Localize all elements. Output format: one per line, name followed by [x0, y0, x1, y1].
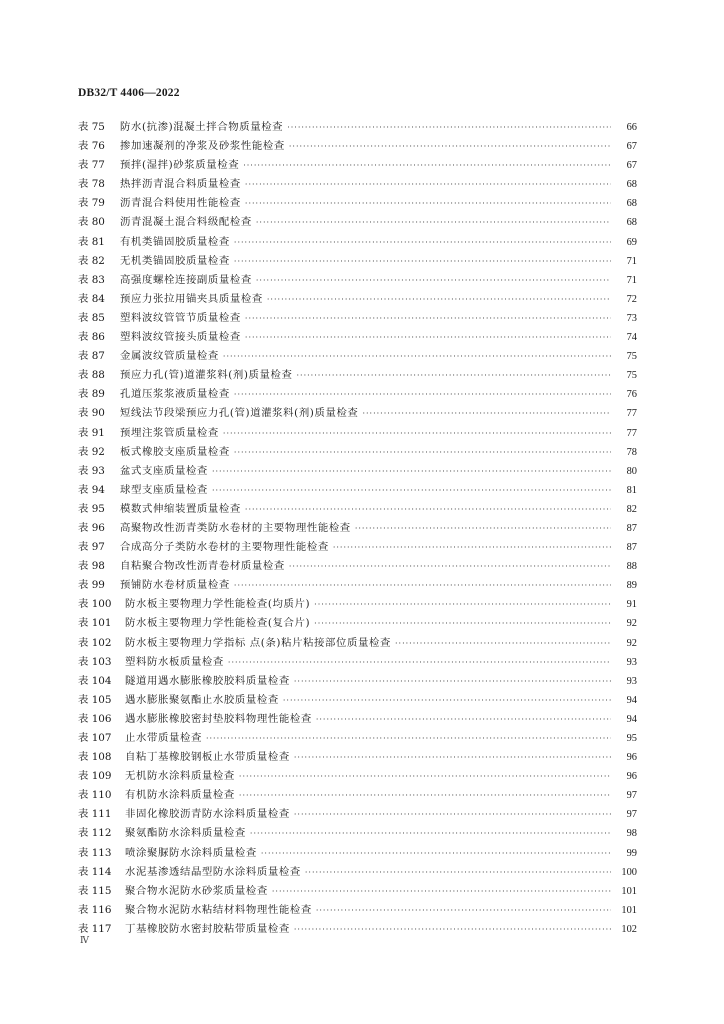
toc-entry-title: 短线法节段梁预应力孔(管)道灌浆料(剂)质量检查	[120, 407, 359, 420]
toc-entry[interactable]	[78, 882, 637, 901]
toc-entry-title: 高聚物改性沥青类防水卷材的主要物理性能检查	[120, 521, 351, 534]
toc-entry-page: 68	[626, 198, 637, 210]
toc-entry-label: 表 111	[78, 808, 112, 821]
toc-entry-title: 预拌(湿拌)砂浆质量检查	[120, 159, 240, 172]
toc-entry-label: 表 93	[78, 464, 105, 477]
toc-dot-leader	[296, 366, 611, 385]
toc-entry-label: 表 97	[78, 541, 105, 554]
toc-entry-page: 77	[626, 408, 637, 420]
toc-dot-leader	[314, 614, 611, 633]
toc-entry-title: 聚合物水泥防水粘结材料物理性能检查	[125, 903, 312, 916]
toc-dot-leader	[234, 443, 611, 462]
toc-entry-label: 表 101	[78, 617, 112, 630]
toc-entry-page: 99	[626, 847, 637, 859]
toc-entry-page: 78	[626, 446, 637, 458]
toc-entry[interactable]	[78, 290, 637, 309]
toc-entry-title: 预铺防水卷材质量检查	[120, 579, 230, 592]
toc-dot-leader	[212, 462, 611, 481]
toc-entry[interactable]	[78, 748, 637, 767]
toc-entry-page: 92	[626, 637, 637, 649]
toc-entry-page: 72	[626, 293, 637, 305]
toc-entry[interactable]	[78, 404, 637, 423]
toc-entry-title: 热拌沥青混合料质量检查	[120, 178, 241, 191]
toc-entry-page: 68	[626, 179, 637, 191]
toc-dot-leader	[287, 118, 611, 137]
toc-entry-page: 68	[626, 217, 637, 229]
toc-entry-page: 96	[626, 771, 637, 783]
toc-entry-label: 表 87	[78, 350, 105, 363]
toc-entry-title: 预应力孔(管)道灌浆料(剂)质量检查	[120, 369, 293, 382]
toc-entry-title: 防水板主要物理力学性能检查(均质片)	[125, 598, 311, 611]
toc-dot-leader	[333, 538, 611, 557]
toc-dot-leader	[223, 347, 611, 366]
toc-entry[interactable]	[78, 328, 637, 347]
toc-entry-page: 87	[626, 522, 637, 534]
toc-entry-label: 表 100	[78, 598, 112, 611]
toc-entry-title: 塑料波纹管管节质量检查	[120, 311, 241, 324]
toc-entry-title: 聚合物水泥防水砂浆质量检查	[125, 884, 268, 897]
toc-entry-page: 100	[621, 866, 637, 878]
toc-dot-leader	[223, 424, 611, 443]
toc-entry-label: 表 88	[78, 369, 105, 382]
toc-dot-leader	[239, 786, 611, 805]
toc-entry-label: 表 103	[78, 655, 112, 668]
toc-entry-title: 沥青混凝土混合料级配检查	[120, 216, 252, 229]
toc-entry[interactable]	[78, 691, 637, 710]
toc-dot-leader	[243, 156, 611, 175]
toc-entry-label: 表 99	[78, 579, 105, 592]
toc-entry-page: 80	[626, 465, 637, 477]
toc-entry-label: 表 91	[78, 426, 105, 439]
toc-entry-title: 金属波纹管质量检查	[120, 350, 219, 363]
toc-entry-title: 遇水膨胀橡胶密封垫胶料物理性能检查	[125, 712, 312, 725]
toc-entry-label: 表 112	[78, 827, 112, 840]
toc-dot-leader	[239, 767, 611, 786]
toc-entry-label: 表 117	[78, 922, 112, 935]
toc-entry-label: 表 96	[78, 521, 105, 534]
toc-entry-page: 71	[626, 255, 637, 267]
toc-dot-leader	[245, 194, 611, 213]
toc-dot-leader	[316, 710, 611, 729]
toc-entry-title: 有机防水涂料质量检查	[125, 789, 235, 802]
toc-entry[interactable]	[78, 137, 637, 156]
toc-entry-label: 表 77	[78, 159, 105, 172]
toc-entry-title: 合成高分子类防水卷材的主要物理性能检查	[120, 541, 329, 554]
toc-entry-label: 表 85	[78, 311, 105, 324]
toc-dot-leader	[245, 500, 611, 519]
toc-dot-leader	[245, 175, 611, 194]
toc-entry-label: 表 102	[78, 636, 112, 649]
toc-entry[interactable]	[78, 920, 637, 939]
toc-dot-leader	[289, 137, 611, 156]
toc-entry[interactable]	[78, 366, 637, 385]
toc-entry-page: 67	[626, 141, 637, 153]
toc-entry-page: 92	[626, 618, 637, 630]
document-code: DB32/T 4406—2022	[78, 87, 180, 99]
toc-entry-label: 表 98	[78, 560, 105, 573]
toc-entry-title: 无机类锚固胶质量检查	[120, 254, 230, 267]
toc-entry-title: 防水板主要物理力学指标 点(条)粘片粘接部位质量检查	[125, 636, 391, 649]
toc-entry[interactable]	[78, 538, 637, 557]
toc-entry-title: 预埋注浆管质量检查	[120, 426, 219, 439]
toc-entry-page: 69	[626, 236, 637, 248]
toc-dot-leader	[294, 805, 611, 824]
toc-dot-leader	[245, 309, 611, 328]
toc-entry-label: 表 86	[78, 331, 105, 344]
toc-entry-title: 丁基橡胶防水密封胶粘带质量检查	[125, 922, 290, 935]
toc-entry-page: 91	[626, 599, 637, 611]
toc-entry-page: 67	[626, 160, 637, 172]
toc-entry-label: 表 75	[78, 121, 105, 133]
toc-dot-leader	[234, 233, 611, 252]
toc-entry-label: 表 116	[78, 903, 112, 916]
toc-entry-label: 表 92	[78, 445, 105, 458]
toc-entry[interactable]	[78, 194, 637, 213]
toc-entry[interactable]	[78, 614, 637, 633]
toc-entry-label: 表 84	[78, 292, 105, 305]
toc-dot-leader	[272, 882, 611, 901]
toc-entry-page: 81	[626, 484, 637, 496]
toc-entry-label: 表 105	[78, 693, 112, 706]
toc-entry-page: 93	[626, 675, 637, 687]
toc-entry-title: 模数式伸缩装置质量检查	[120, 502, 241, 515]
toc-entry[interactable]	[78, 901, 637, 920]
toc-entry-title: 掺加速凝剂的净浆及砂浆性能检查	[120, 140, 285, 153]
toc-entry-page: 94	[626, 694, 637, 706]
toc-entry[interactable]	[78, 213, 637, 232]
toc-dot-leader	[228, 653, 611, 672]
toc-entry-page: 75	[626, 351, 637, 363]
toc-entry[interactable]	[78, 729, 637, 748]
toc-entry-page: 89	[626, 580, 637, 592]
toc-entry-page: 76	[626, 389, 637, 401]
toc-entry-title: 喷涂聚脲防水涂料质量检查	[125, 846, 257, 859]
toc-dot-leader	[294, 920, 611, 939]
toc-entry-page: 77	[626, 427, 637, 439]
toc-entry-label: 表 110	[78, 789, 112, 802]
toc-entry[interactable]	[78, 118, 637, 137]
toc-entry-label: 表 76	[78, 140, 105, 153]
toc-entry[interactable]	[78, 844, 637, 863]
toc-entry[interactable]	[78, 252, 637, 271]
toc-entry-label: 表 83	[78, 273, 105, 286]
toc-entry-label: 表 108	[78, 751, 112, 764]
toc-entry-title: 孔道压浆浆液质量检查	[120, 388, 230, 401]
toc-entry[interactable]	[78, 156, 637, 175]
toc-dot-leader	[234, 385, 611, 404]
toc-entry-page: 74	[626, 332, 637, 344]
toc-entry-title: 无机防水涂料质量检查	[125, 770, 235, 783]
toc-entry-title: 沥青混合料使用性能检查	[120, 197, 241, 210]
toc-entry-label: 表 80	[78, 216, 105, 229]
toc-dot-leader	[261, 844, 611, 863]
toc-entry[interactable]	[78, 710, 637, 729]
toc-entry-label: 表 79	[78, 197, 105, 210]
toc-entry-page: 71	[626, 274, 637, 286]
toc-entry-page: 75	[626, 370, 637, 382]
toc-entry-page: 94	[626, 713, 637, 725]
toc-entry-title: 塑料波纹管接头质量检查	[120, 331, 241, 344]
toc-entry[interactable]	[78, 634, 637, 653]
toc-entry-page: 93	[626, 656, 637, 668]
toc-entry-page: 82	[626, 503, 637, 515]
toc-entry-page: 87	[626, 542, 637, 554]
toc-entry-label: 表 113	[78, 846, 112, 859]
toc-entry[interactable]	[78, 462, 637, 481]
toc-dot-leader	[316, 901, 611, 920]
toc-entry[interactable]	[78, 443, 637, 462]
toc-entry-page: 95	[626, 733, 637, 744]
toc-entry[interactable]	[78, 653, 637, 672]
toc-entry-title: 聚氨酯防水涂料质量检查	[125, 827, 246, 840]
toc-entry[interactable]	[78, 500, 637, 519]
toc-entry[interactable]	[78, 424, 637, 443]
toc-dot-leader	[206, 729, 611, 748]
toc-entry-label: 表 107	[78, 732, 112, 744]
toc-entry-page: 88	[626, 561, 637, 573]
toc-entry-title: 塑料防水板质量检查	[125, 655, 224, 668]
toc-entry-page: 96	[626, 752, 637, 764]
toc-entry[interactable]	[78, 175, 637, 194]
toc-entry[interactable]	[78, 767, 637, 786]
toc-dot-leader	[212, 481, 611, 500]
toc-dot-leader	[294, 748, 611, 767]
toc-entry-title: 自粘聚合物改性沥青卷材质量检查	[120, 560, 285, 573]
page-number: Ⅳ	[80, 935, 89, 945]
toc-entry-label: 表 94	[78, 483, 105, 496]
toc-entry-title: 高强度螺栓连接副质量检查	[120, 273, 252, 286]
toc-entry-page: 73	[626, 312, 637, 324]
toc-entry[interactable]	[78, 519, 637, 538]
toc-entry[interactable]	[78, 863, 637, 882]
toc-entry-title: 板式橡胶支座质量检查	[120, 445, 230, 458]
toc-dot-leader	[234, 252, 611, 271]
toc-dot-leader	[314, 595, 611, 614]
toc-entry-page: 97	[626, 790, 637, 802]
toc-entry-label: 表 95	[78, 502, 105, 515]
toc-entry-title: 自粘丁基橡胶钢板止水带质量检查	[125, 751, 290, 764]
toc-entry-title: 盆式支座质量检查	[120, 464, 208, 477]
toc-entry-page: 97	[626, 809, 637, 821]
toc-entry-label: 表 82	[78, 254, 105, 267]
toc-entry-title: 防水(抗渗)混凝土拌合物质量检查	[120, 121, 284, 133]
toc-dot-leader	[355, 519, 611, 538]
toc-entry[interactable]	[78, 481, 637, 500]
toc-entry-label: 表 109	[78, 770, 112, 783]
toc-entry-label: 表 89	[78, 388, 105, 401]
toc-entry[interactable]	[78, 309, 637, 328]
toc-dot-leader	[395, 634, 611, 653]
toc-entry-page: 101	[621, 885, 637, 897]
toc-entry-page: 66	[626, 122, 637, 133]
toc-entry-title: 隧道用遇水膨胀橡胶胶料质量检查	[125, 674, 290, 687]
toc-entry-title: 球型支座质量检查	[120, 483, 208, 496]
toc-entry-title: 预应力张拉用锚夹具质量检查	[120, 292, 263, 305]
toc-entry-title: 遇水膨胀聚氨酯止水胶质量检查	[125, 693, 279, 706]
toc-entry-page: 102	[621, 923, 637, 935]
toc-entry-title: 有机类锚固胶质量检查	[120, 235, 230, 248]
toc-entry[interactable]	[78, 672, 637, 691]
toc-entry-label: 表 90	[78, 407, 105, 420]
toc-entry-page: 101	[621, 904, 637, 916]
toc-entry-title: 防水板主要物理力学性能检查(复合片)	[125, 617, 311, 630]
toc-dot-leader	[362, 404, 611, 423]
toc-entry-label: 表 78	[78, 178, 105, 191]
toc-entry[interactable]	[78, 576, 637, 595]
toc-entry[interactable]	[78, 824, 637, 843]
toc-dot-leader	[234, 576, 611, 595]
toc-entry-title: 止水带质量检查	[125, 732, 202, 744]
toc-dot-leader	[256, 213, 611, 232]
toc-entry[interactable]	[78, 786, 637, 805]
toc-entry[interactable]	[78, 557, 637, 576]
toc-entry-title: 水泥基渗透结晶型防水涂料质量检查	[125, 865, 301, 878]
toc-dot-leader	[250, 824, 611, 843]
toc-entry-page: 98	[626, 828, 637, 840]
toc-entry-label: 表 114	[78, 865, 112, 878]
toc-dot-leader	[283, 691, 611, 710]
toc-entry-label: 表 115	[78, 884, 112, 897]
toc-entry[interactable]	[78, 271, 637, 290]
toc-dot-leader	[256, 271, 611, 290]
toc-dot-leader	[294, 672, 611, 691]
toc-dot-leader	[305, 863, 611, 882]
toc-entry-title: 非固化橡胶沥青防水涂料质量检查	[125, 808, 290, 821]
toc-entry-label: 表 106	[78, 712, 112, 725]
toc-entry-label: 表 104	[78, 674, 112, 687]
toc-entry[interactable]	[78, 595, 637, 614]
toc-dot-leader	[245, 328, 611, 347]
toc-dot-leader	[289, 557, 611, 576]
toc-entry[interactable]	[78, 233, 637, 252]
toc-entry[interactable]	[78, 805, 637, 824]
toc-dot-leader	[267, 290, 611, 309]
toc-entry[interactable]	[78, 347, 637, 366]
toc-entry[interactable]	[78, 385, 637, 404]
toc-entry-label: 表 81	[78, 235, 105, 248]
table-of-contents	[78, 118, 637, 939]
